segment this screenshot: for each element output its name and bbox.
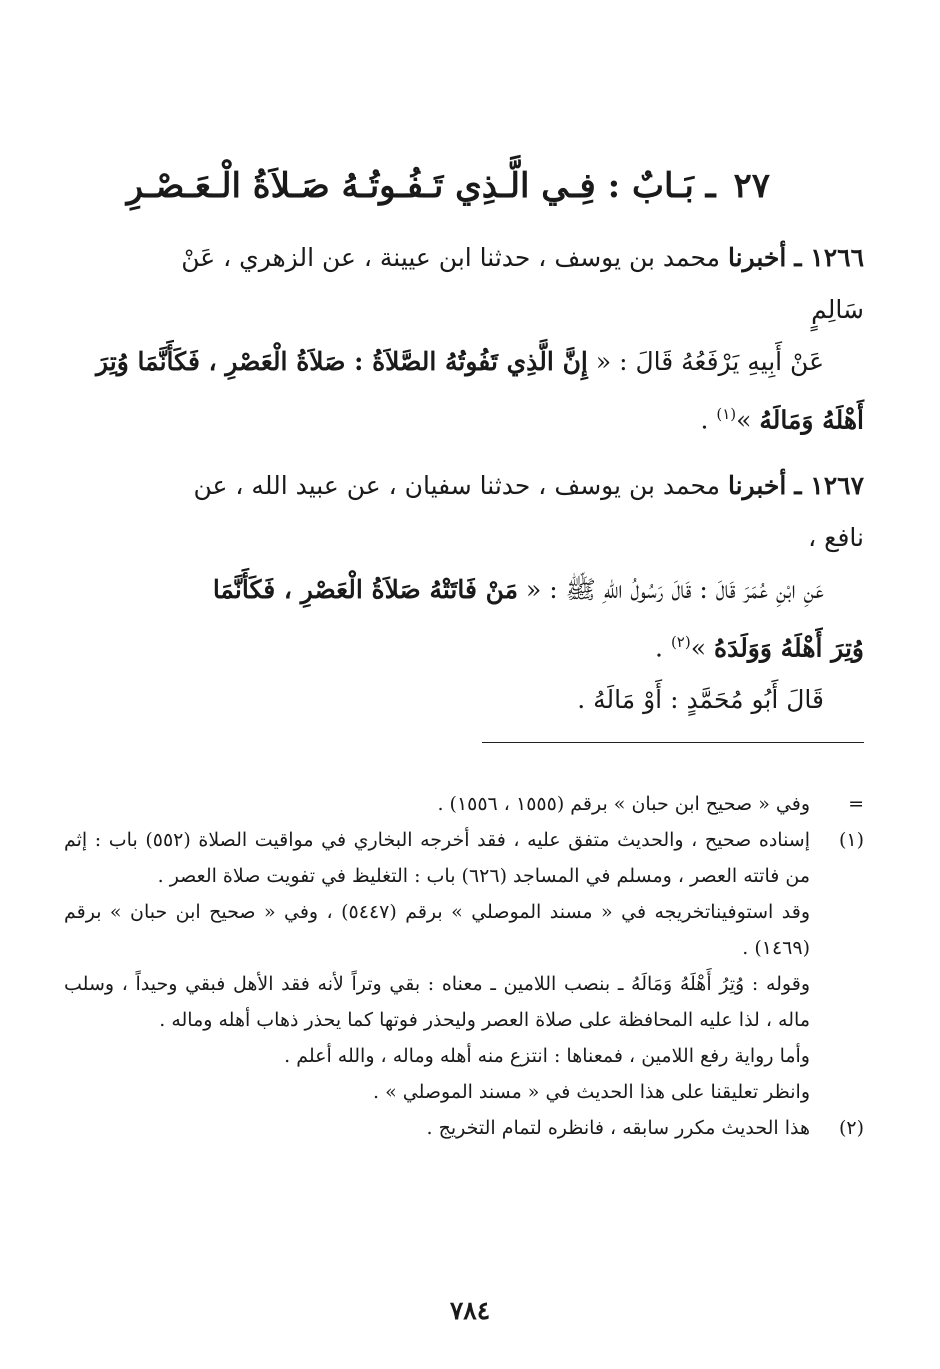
hadith-quote-close: »	[690, 633, 707, 663]
hadith-matn-intro: عَنْ أَبِيهِ يَرْفَعُهُ قَالَ : «	[595, 347, 824, 376]
footnote-paragraph: وقوله : وُتِرُ أَهْلَهُ وَمَالَهُ ـ بنصب اللامين ـ معناه : بقي وتراً لأنه فقد الأهل فبقي وحيداً ، وسلب ماله ، لذا عليه المحافظة على صلاة العصر وليحذر فوتها كما يحذر ذهاب أهله وماله .	[64, 973, 810, 1031]
hadith-1267	[74, 460, 864, 726]
footnote-paragraph: إسناده صحيح ، والحديث متفق عليه ، فقد أخرجه البخاري في مواقيت الصلاة (٥٥٢) باب : إثم من فاتته العصر ، ومسلم في المساجد (٦٢٦) باب : التغليظ في تفويت صلاة العصر .	[64, 829, 811, 887]
hadith-matn-text: إِنَّ الَّذِي تَفُوتُهُ الصَّلاَةُ : صَلاَةُ الْعَصْرِ ، فَكَأَنَّمَا وُتِرَ	[95, 347, 588, 376]
footnote-paragraph: هذا الحديث مكرر سابقه ، فانظره لتمام التخريج .	[426, 1117, 810, 1139]
footnote-paragraph: وأما رواية رفع اللامين ، فمعناها : انتزع منه أهله وماله ، والله أعلم .	[284, 1045, 810, 1067]
hadith-end: .	[700, 405, 709, 435]
hadith-1266	[74, 232, 864, 446]
page-number: ٧٨٤	[449, 1296, 491, 1325]
hadith-matn-text-end: وُتِرَ أَهْلَهُ وَوَلَدَهُ	[713, 633, 864, 663]
chapter-heading	[126, 158, 770, 214]
hadith-number: ١٢٦٧ ـ	[794, 471, 864, 500]
continuation-text: وفي « صحيح ابن حبان » برقم (١٥٥٥ ، ١٥٥٦) .	[437, 793, 810, 815]
hadith-comment: قَالَ أَبُو مُحَمَّدٍ : أَوْ مَالَهُ .	[577, 685, 824, 715]
footnote-2	[64, 1110, 864, 1146]
hadith-chain-continuation: نافع ،	[808, 523, 864, 552]
footnote-1	[64, 822, 864, 1110]
hadith-matn-text: مَنْ فَاتَتْهُ صَلاَةُ الْعَصْرِ ، فَكَأَنَّمَا	[212, 575, 519, 604]
footnote-reference: (١)	[716, 405, 737, 423]
hadith-chain: محمد بن يوسف ، حدثنا ابن عيينة ، عن الزهري ، عَنْ	[181, 243, 721, 272]
hadith-chain-continuation: سَالِمٍ	[811, 295, 864, 324]
footnote-paragraph: وقد استوفيناتخريجه في « مسند الموصلي » برقم (٥٤٤٧) ، وفي « صحيح ابن حبان » برقم (١٤٦٩) .	[64, 901, 810, 959]
continuation-mark: =	[848, 793, 864, 815]
footnote-separator	[482, 742, 864, 743]
hadith-quote-close: »	[736, 405, 752, 435]
footnote-mark: (٢)	[838, 1117, 864, 1139]
hadith-lead: أخبرنا	[727, 471, 787, 500]
chapter-title-text: فِـي الَّـذِي تَـفُـوتُـهُ صَـلاَةُ الْـعَـصْـرِ	[126, 166, 596, 206]
hadith-lead: أخبرنا	[727, 243, 787, 272]
chapter-label: ـ بَـابٌ :	[607, 166, 716, 206]
footnote-paragraph: وانظر تعليقنا على هذا الحديث في « مسند الموصلي » .	[373, 1081, 810, 1103]
footnote-continuation	[64, 786, 864, 822]
footnotes	[64, 786, 864, 1146]
chapter-number: ٢٧	[733, 166, 770, 206]
hadith-number: ١٢٦٦ ـ	[794, 243, 864, 272]
hadith-chain: محمد بن يوسف ، حدثنا سفيان ، عن عبيد الله ، عن	[193, 471, 721, 500]
footnote-mark: (١)	[838, 829, 864, 851]
hadith-matn-text-end: أَهْلَهُ وَمَالَهُ	[759, 405, 864, 435]
footnote-reference: (٢)	[670, 633, 691, 651]
hadith-matn-intro: عَنِ ابْنِ عُمَرَ قَالَ : قَالَ رَسُولُ اللهِ ﷺ : «	[526, 575, 824, 604]
hadith-end: .	[655, 633, 663, 663]
